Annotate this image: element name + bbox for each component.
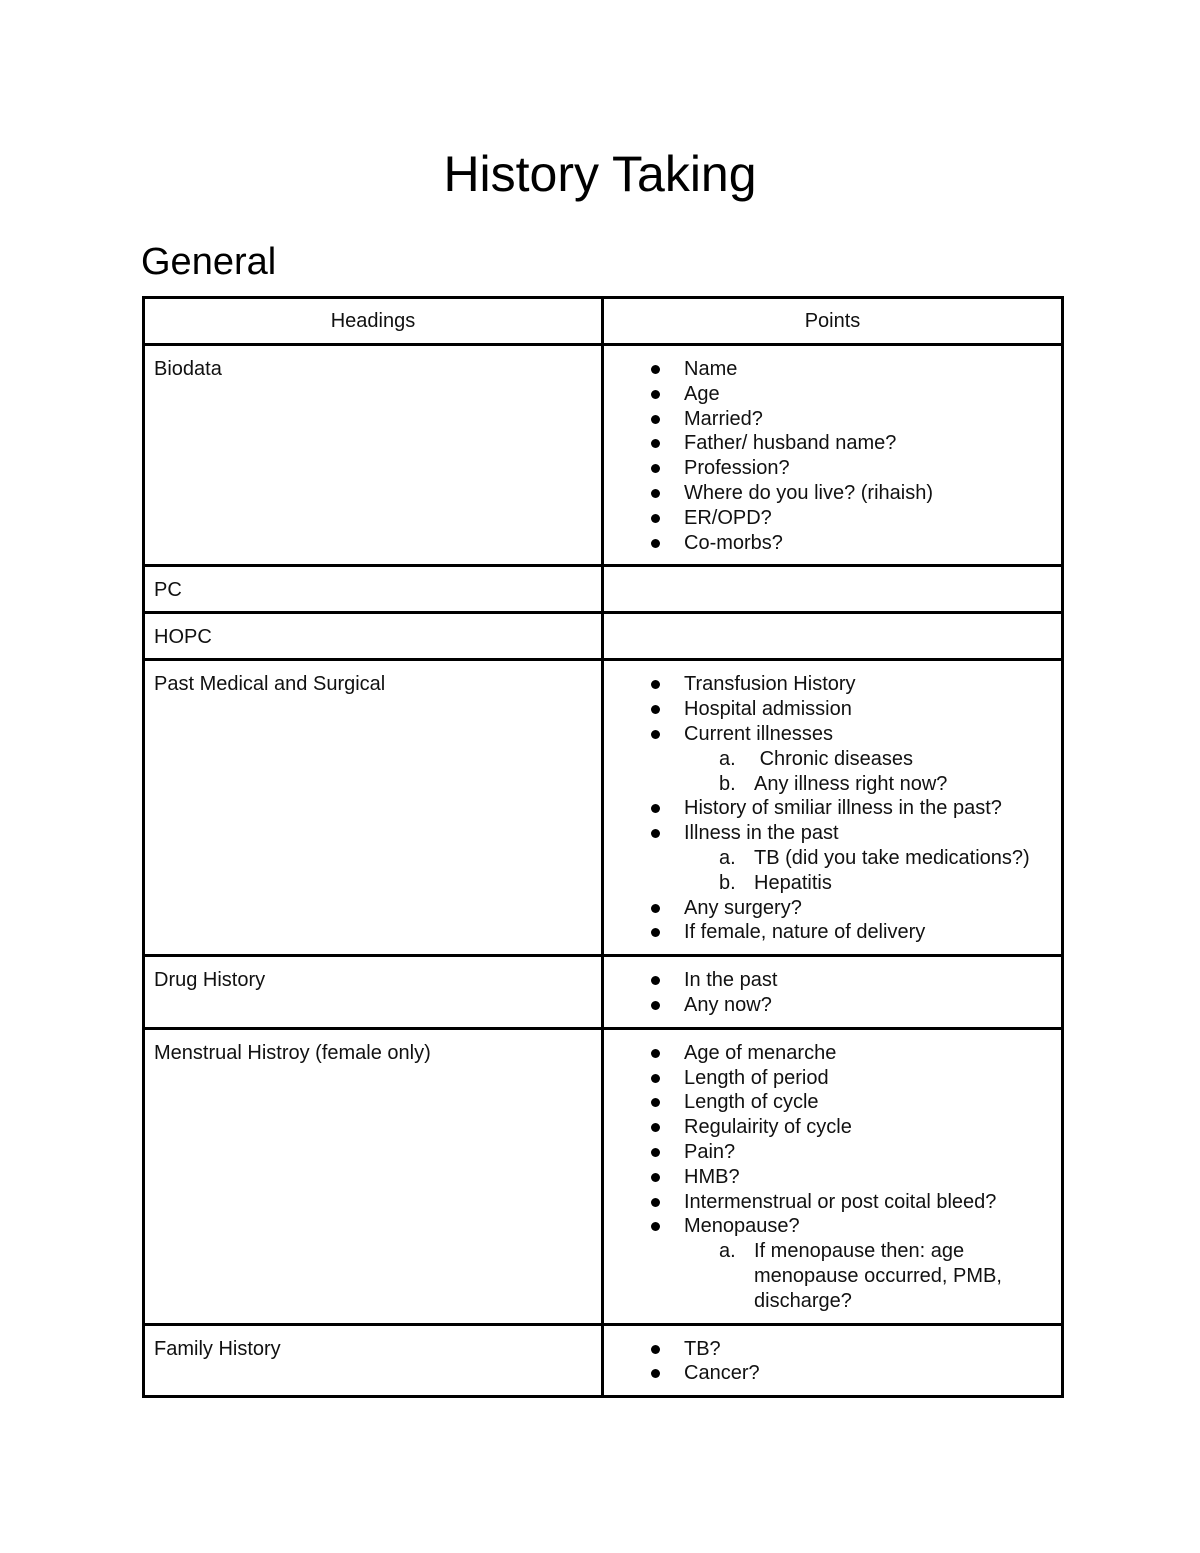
sub-item-marker: a. — [719, 747, 736, 770]
bullet-icon — [651, 705, 660, 714]
bullet-icon — [651, 489, 660, 498]
list-item — [604, 896, 1061, 921]
points-list — [604, 1326, 1061, 1396]
points-cell — [603, 613, 1063, 660]
history-taking-table — [142, 296, 1064, 1398]
sub-item-text: If menopause then: age menopause occurred, PMB, discharge? — [754, 1240, 1008, 1312]
points-list — [604, 661, 1061, 954]
point-text: Profession? — [684, 457, 790, 480]
heading-label: Drug History — [154, 969, 266, 992]
list-item — [604, 431, 1061, 456]
bullet-icon — [651, 514, 660, 523]
point-text: Age of menarche — [684, 1041, 837, 1064]
sub-list-item — [719, 772, 1061, 797]
point-text: Where do you live? (rihaish) — [684, 481, 933, 504]
sub-item-text: Any illness right now? — [754, 772, 948, 795]
heading-label: HOPC — [154, 626, 212, 649]
point-text: Any surgery? — [684, 896, 802, 919]
point-text: Transfusion History — [684, 673, 856, 696]
table-row — [144, 956, 1063, 1029]
point-text: ER/OPD? — [684, 506, 772, 529]
point-text: If female, nature of delivery — [684, 921, 926, 944]
heading-cell — [144, 613, 603, 660]
table-header-row — [144, 298, 1063, 345]
table-row — [144, 1324, 1063, 1397]
point-text: Length of cycle — [684, 1091, 819, 1114]
table-body — [144, 345, 1063, 1397]
heading-cell — [144, 1028, 603, 1324]
bullet-icon — [651, 390, 660, 399]
bullet-icon — [651, 365, 660, 374]
heading-label: Past Medical and Surgical — [154, 673, 386, 696]
heading-label: Biodata — [154, 358, 222, 380]
bullet-icon — [651, 439, 660, 448]
list-item — [604, 697, 1061, 722]
list-item — [604, 722, 1061, 796]
list-item — [604, 481, 1061, 506]
point-text: Father/ husband name? — [684, 432, 897, 455]
heading-label: Family History — [154, 1337, 281, 1360]
point-text: Illness in the past — [684, 822, 839, 845]
sub-item-text: Chronic diseases — [754, 747, 913, 770]
sub-item-marker: a. — [719, 1240, 736, 1263]
bullet-icon — [651, 1369, 660, 1378]
list-item — [604, 821, 1061, 895]
column-header-points: Points — [603, 298, 1063, 345]
points-list — [604, 346, 1061, 564]
list-item — [604, 1140, 1061, 1165]
list-item — [604, 531, 1061, 556]
points-cell — [603, 345, 1063, 566]
table-row — [144, 660, 1063, 956]
bullet-icon — [651, 1074, 660, 1083]
point-text: Menopause? — [684, 1215, 800, 1238]
list-item — [604, 672, 1061, 697]
bullet-icon — [651, 539, 660, 548]
bullet-icon — [651, 1198, 660, 1207]
list-item — [604, 1041, 1061, 1066]
list-item — [604, 1165, 1061, 1190]
bullet-icon — [651, 1148, 660, 1157]
list-item — [604, 1337, 1061, 1362]
column-header-headings: Headings — [144, 298, 603, 345]
sub-item-text: Hepatitis — [754, 871, 832, 894]
point-text: HMB? — [684, 1165, 740, 1188]
list-item — [604, 1115, 1061, 1140]
list-item — [604, 920, 1061, 945]
points-cell — [603, 1324, 1063, 1397]
table-row — [144, 566, 1063, 613]
bullet-icon — [651, 730, 660, 739]
bullet-icon — [651, 1049, 660, 1058]
bullet-icon — [651, 1098, 660, 1107]
point-text: History of smiliar illness in the past? — [684, 797, 1002, 820]
point-text: Hospital admission — [684, 698, 852, 721]
list-item — [604, 993, 1061, 1018]
heading-label: PC — [154, 579, 182, 602]
list-item — [604, 1066, 1061, 1091]
bullet-icon — [651, 1173, 660, 1182]
sub-points-list — [684, 846, 1061, 896]
bullet-icon — [651, 415, 660, 424]
sub-list-item — [719, 846, 1061, 871]
list-item — [604, 456, 1061, 481]
bullet-icon — [651, 804, 660, 813]
point-text: Cancer? — [684, 1362, 760, 1385]
point-text: Length of period — [684, 1066, 829, 1089]
sub-list-item — [719, 871, 1061, 896]
sub-item-marker: a. — [719, 846, 736, 869]
points-cell — [603, 1028, 1063, 1324]
sub-item-text: TB (did you take medications?) — [754, 846, 1030, 869]
point-text: Intermenstrual or post coital bleed? — [684, 1190, 997, 1213]
list-item — [604, 796, 1061, 821]
bullet-icon — [651, 1001, 660, 1010]
sub-item-marker: b. — [719, 772, 736, 795]
heading-cell — [144, 956, 603, 1029]
sub-points-list — [684, 1239, 1061, 1313]
table-row — [144, 1028, 1063, 1324]
sub-item-marker: b. — [719, 871, 736, 894]
bullet-icon — [651, 928, 660, 937]
table-row — [144, 613, 1063, 660]
point-text: Any now? — [684, 993, 772, 1016]
list-item — [604, 382, 1061, 407]
sub-list-item — [719, 747, 1061, 772]
points-cell — [603, 956, 1063, 1029]
list-item — [604, 1361, 1061, 1386]
points-cell — [603, 566, 1063, 613]
heading-cell — [144, 566, 603, 613]
bullet-icon — [651, 1345, 660, 1354]
bullet-icon — [651, 1222, 660, 1231]
bullet-icon — [651, 904, 660, 913]
list-item — [604, 407, 1061, 432]
list-item — [604, 357, 1061, 382]
table-row — [144, 345, 1063, 566]
list-item — [604, 968, 1061, 993]
point-text: In the past — [684, 969, 778, 992]
list-item — [604, 1090, 1061, 1115]
point-text: Current illnesses — [684, 722, 833, 745]
point-text: Regulairity of cycle — [684, 1116, 852, 1139]
sub-points-list — [684, 747, 1061, 797]
heading-cell — [144, 345, 603, 566]
sub-list-item — [719, 1239, 1061, 1313]
bullet-icon — [651, 976, 660, 985]
section-heading-general: General — [141, 241, 277, 283]
heading-cell — [144, 1324, 603, 1397]
list-item — [604, 506, 1061, 531]
bullet-icon — [651, 680, 660, 689]
heading-label: Menstrual Histroy (female only) — [154, 1041, 431, 1064]
document-title: History Taking — [443, 146, 757, 202]
points-list — [604, 957, 1061, 1027]
heading-cell — [144, 660, 603, 956]
bullet-icon — [651, 829, 660, 838]
list-item — [604, 1190, 1061, 1215]
point-text: Age — [684, 382, 720, 405]
point-text: Married? — [684, 407, 763, 430]
point-text: Co-morbs? — [684, 531, 783, 554]
point-text: Name — [684, 358, 738, 380]
bullet-icon — [651, 464, 660, 473]
list-item — [604, 1214, 1061, 1313]
point-text: TB? — [684, 1337, 721, 1360]
points-cell — [603, 660, 1063, 956]
points-list — [604, 1030, 1061, 1323]
bullet-icon — [651, 1123, 660, 1132]
point-text: Pain? — [684, 1140, 736, 1163]
